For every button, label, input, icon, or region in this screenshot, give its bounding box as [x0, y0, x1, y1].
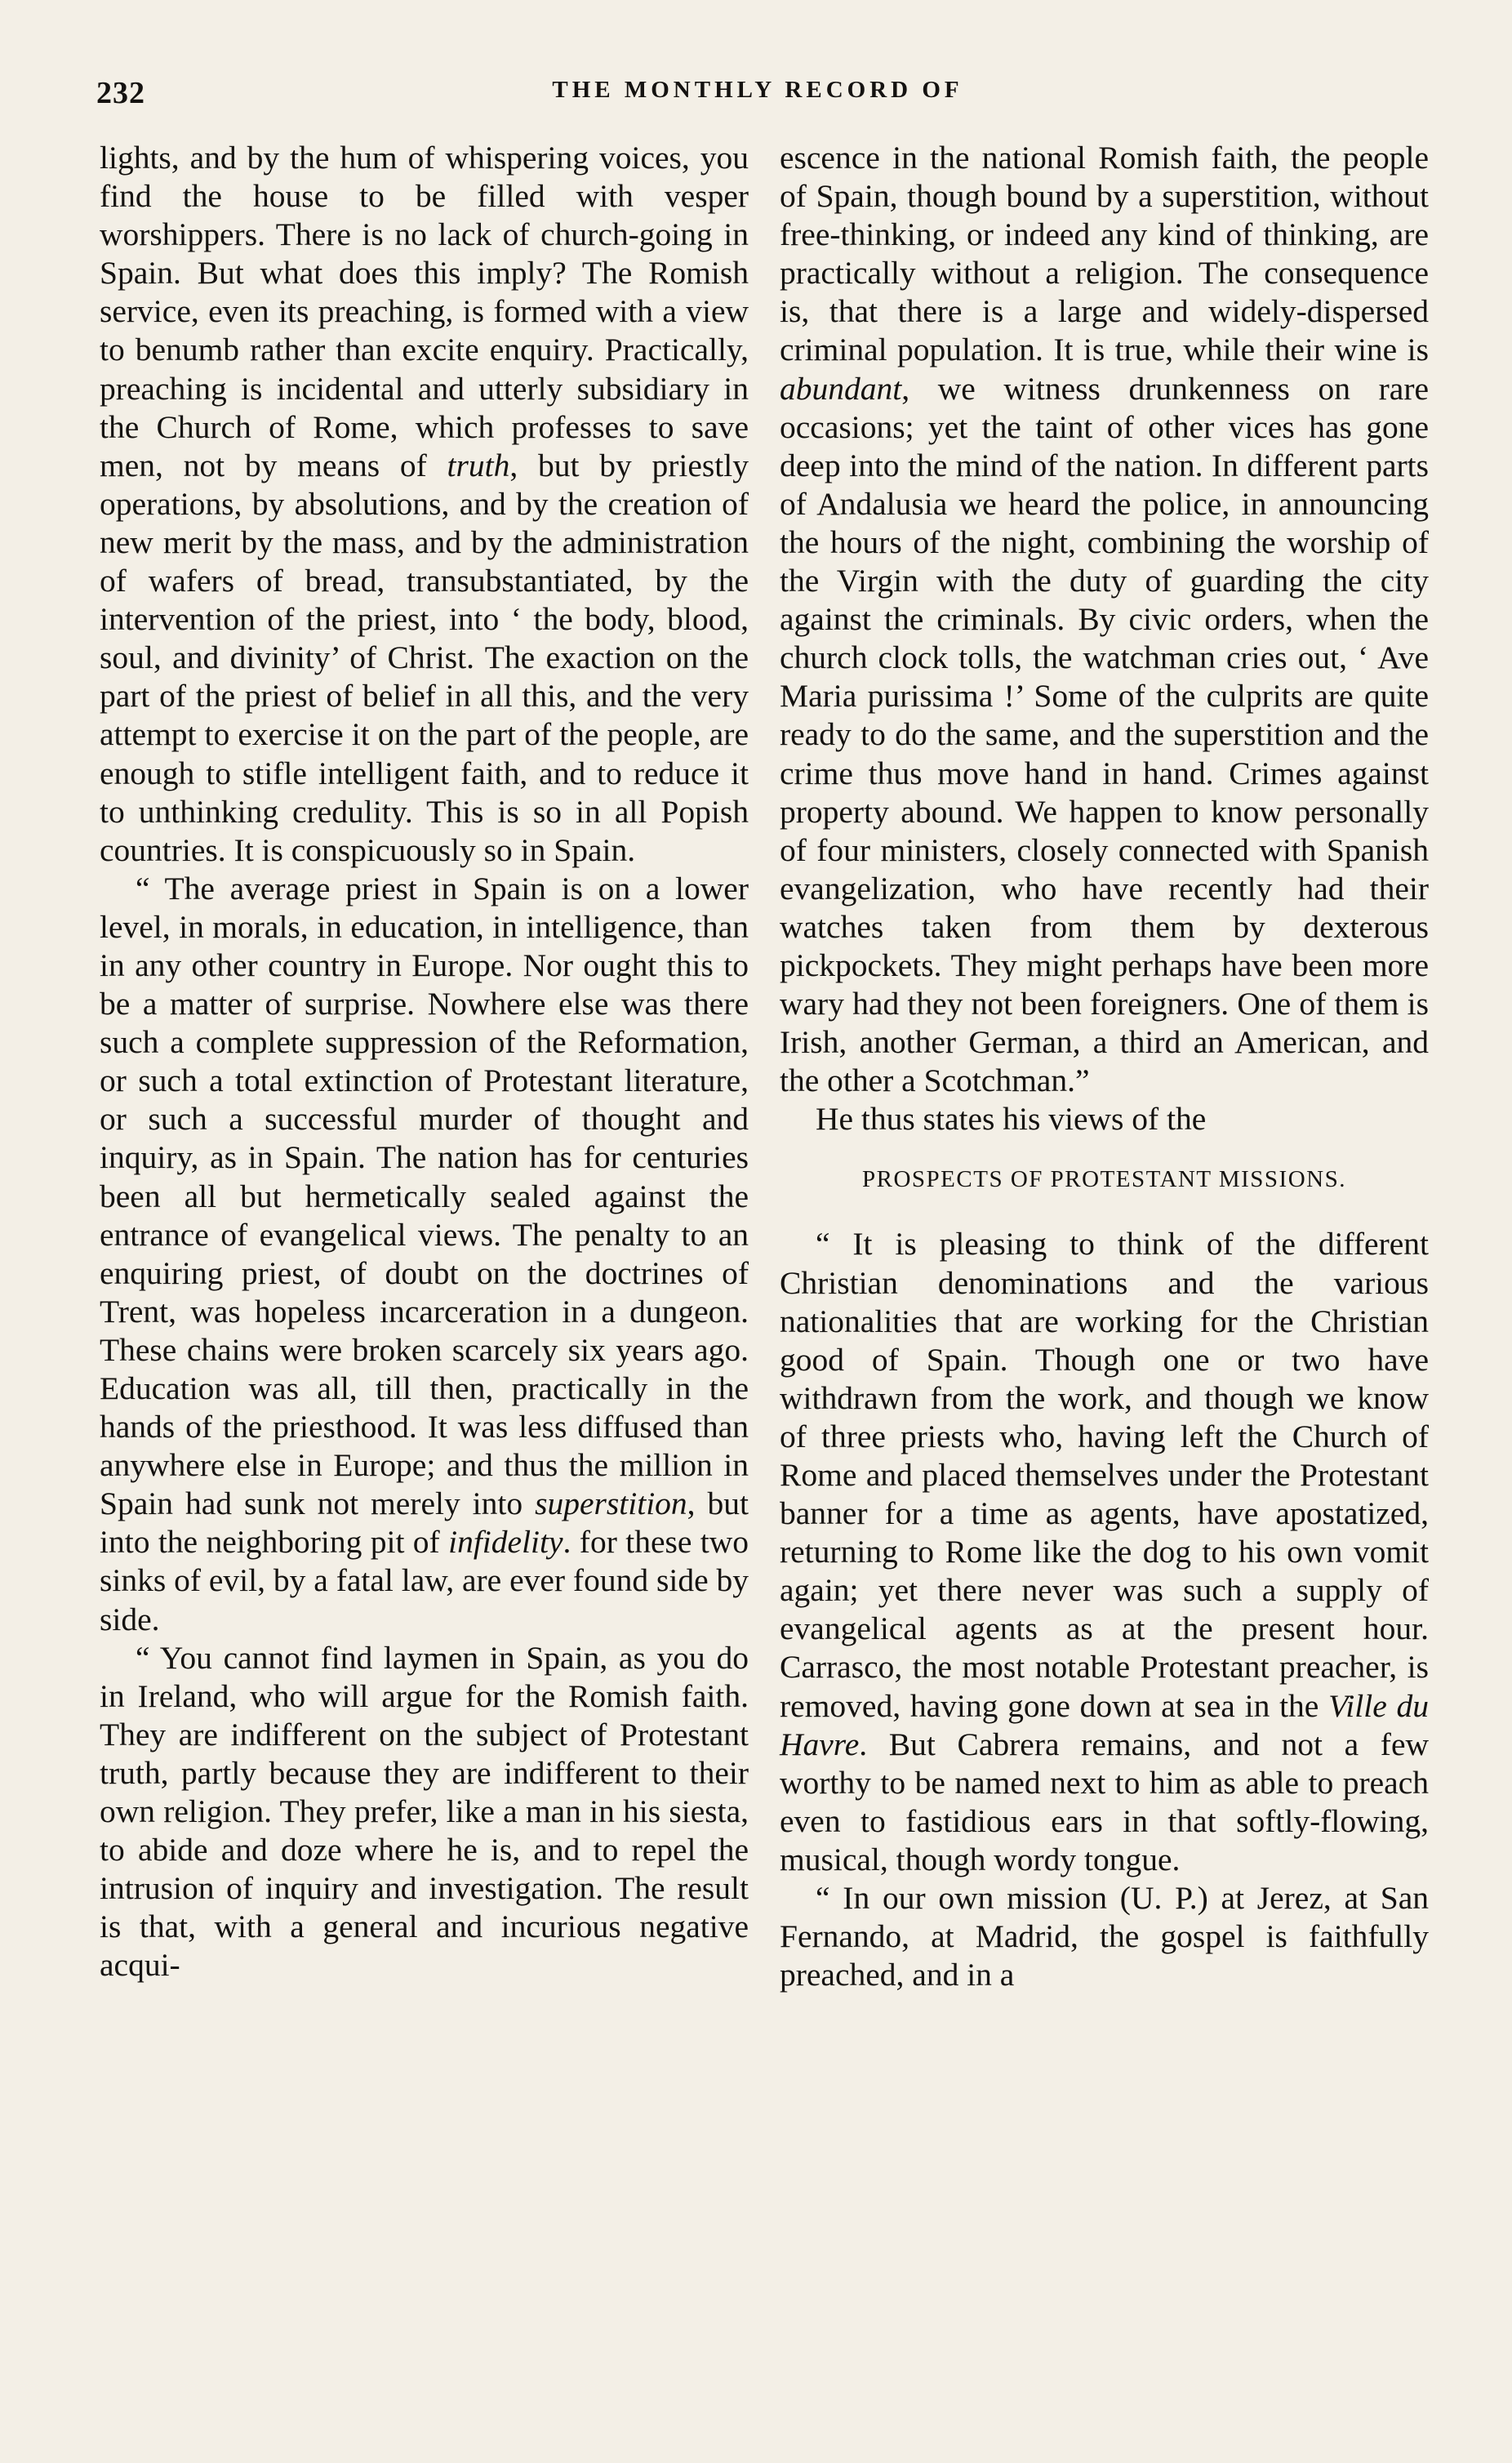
right-paragraph-4: [780, 1879, 1429, 1994]
right-column: [780, 139, 1429, 1994]
emphasis: infidelity: [448, 1524, 563, 1561]
text-run: “ It is pleasing to think of the different Christian denominations and the various nationalities that are working for the Christian good of Spain. Though one or two have withdrawn from the work, and though we know of three priests who, having left the Church of Rome and placed themselves under the Protestant banner for a time as agents, have apostatized, returning to Rome like the dog to his own vomit again; yet there never was such a supply of evangelical agents as at the present hour. Carrasco, the most notable Protestant preacher, is removed, having gone down at sea in the: [780, 1226, 1429, 1724]
left-paragraph-1: [100, 139, 749, 870]
text-run: He thus states his views of the: [816, 1101, 1207, 1138]
right-paragraph-1: [780, 139, 1429, 1100]
text-run: , we witness drunkenness on rare occasions; yet the taint of other vices has gone deep into the mind of the nation. In different parts of Andalusia we heard the police, in announcing the hours of the night, combining the worship of the Virgin with the duty of guarding the city against the criminals. By civic orders, when the church clock tolls, the watchman cries out, ‘ Ave Maria purissima !’ Some of the culprits are quite ready to do the same, and the superstition and the crime thus move hand in hand. Crimes against property abound. We happen to know personally of four ministers, closely connected with Spanish evangelization, who have recently had their watches taken from them by dexterous pickpockets. They might perhaps have been more wary had they not been foreigners. One of them is Irish, another German, a third an American, and the other a Scotchman.”: [780, 370, 1429, 1099]
left-column: [100, 139, 749, 1985]
text-run: escence in the national Romish faith, the people of Spain, though bound by a superstition, without free-thinking, or indeed any kind of thinking, are practically without a religion. The consequence is, that there is a large and widely-dispersed criminal population. It is true, while their wine is: [780, 140, 1429, 368]
text-run: , but into the neighboring pit of: [100, 1485, 749, 1561]
page-header: [96, 75, 1419, 116]
emphasis: superstition: [535, 1485, 687, 1522]
text-run: “ The average priest in Spain is on a lower level, in morals, in education, in intelligence, than in any other country in Europe. Nor ought this to be a matter of surprise. Nowhere else was there such a complete suppression of the Reformation, or such a total extinction of Protestant literature, or such a successful murder of thought and inquiry, as in Spain. The nation has for centuries been all but hermetically sealed against the entrance of evangelical views. The penalty to an enquiring priest, of doubt on the doctrines of Trent, was hopeless incarceration in a dungeon. These chains were broken scarcely six years ago. Education was all, till then, practically in the hands of the priesthood. It was less diffused than anywhere else in Europe; and thus the million in Spain had sunk not merely into: [100, 870, 749, 1522]
emphasis: abundant: [780, 370, 902, 407]
emphasis: truth: [447, 447, 510, 483]
right-paragraph-3: [780, 1225, 1429, 1879]
section-heading: PROSPECTS OF PROTESTANT MISSIONS.: [862, 1166, 1346, 1193]
text-run: “ In our own mission (U. P.) at Jerez, at San Fernando, at Madrid, the gospel is faithfully preached, and in a: [780, 1880, 1429, 1993]
text-run: lights, and by the hum of whispering voices, you find the house to be filled with vesper worshippers. There is no lack of church-going in Spain. But what does this imply? The Romish service, even its preaching, is formed with a view to benumb rather than excite enquiry. Practically, preaching is incidental and utterly subsidiary in the Church of Rome, which professes to save men, not by means of: [100, 140, 749, 483]
left-paragraph-2: [100, 870, 749, 1639]
text-run: . for these two sinks of evil, by a fatal law, are ever found side by side.: [100, 1524, 749, 1637]
text-run: “ You cannot find laymen in Spain, as you do in Ireland, who will argue for the Romish faith. They are indifferent on the subject of Protestant truth, partly because they are indifferent to their own religion. They prefer, like a man in his siesta, to abide and doze where he is, and to repel the intrusion of inquiry and investigation. The result is that, with a general and incurious negative acqui-: [100, 1639, 749, 1984]
left-paragraph-3: [100, 1639, 749, 1985]
running-head: THE MONTHLY RECORD OF: [552, 77, 963, 103]
right-paragraph-2: [780, 1100, 1429, 1138]
text-run: , but by priestly operations, by absolutions, and by the creation of new merit by the mass, and by the administration of wafers of bread, transubstantiated, by the intervention of the priest, into ‘ the body, blood, soul, and divinity’ of Christ. The exaction on the part of the priest of belief in all this, and the very attempt to exercise it on the part of the people, are enough to stifle intelligent faith, and to reduce it to unthinking credulity. This is so in all Popish countries. It is conspicuously so in Spain.: [100, 447, 749, 868]
emphasis: Ville du Havre: [780, 1687, 1430, 1762]
page-number: 232: [96, 76, 145, 110]
text-run: . But Cabrera remains, and not a few worthy to be named next to him as able to preach even to fastidious ears in that softly-flowing, musical, though wordy tongue.: [780, 1726, 1429, 1877]
